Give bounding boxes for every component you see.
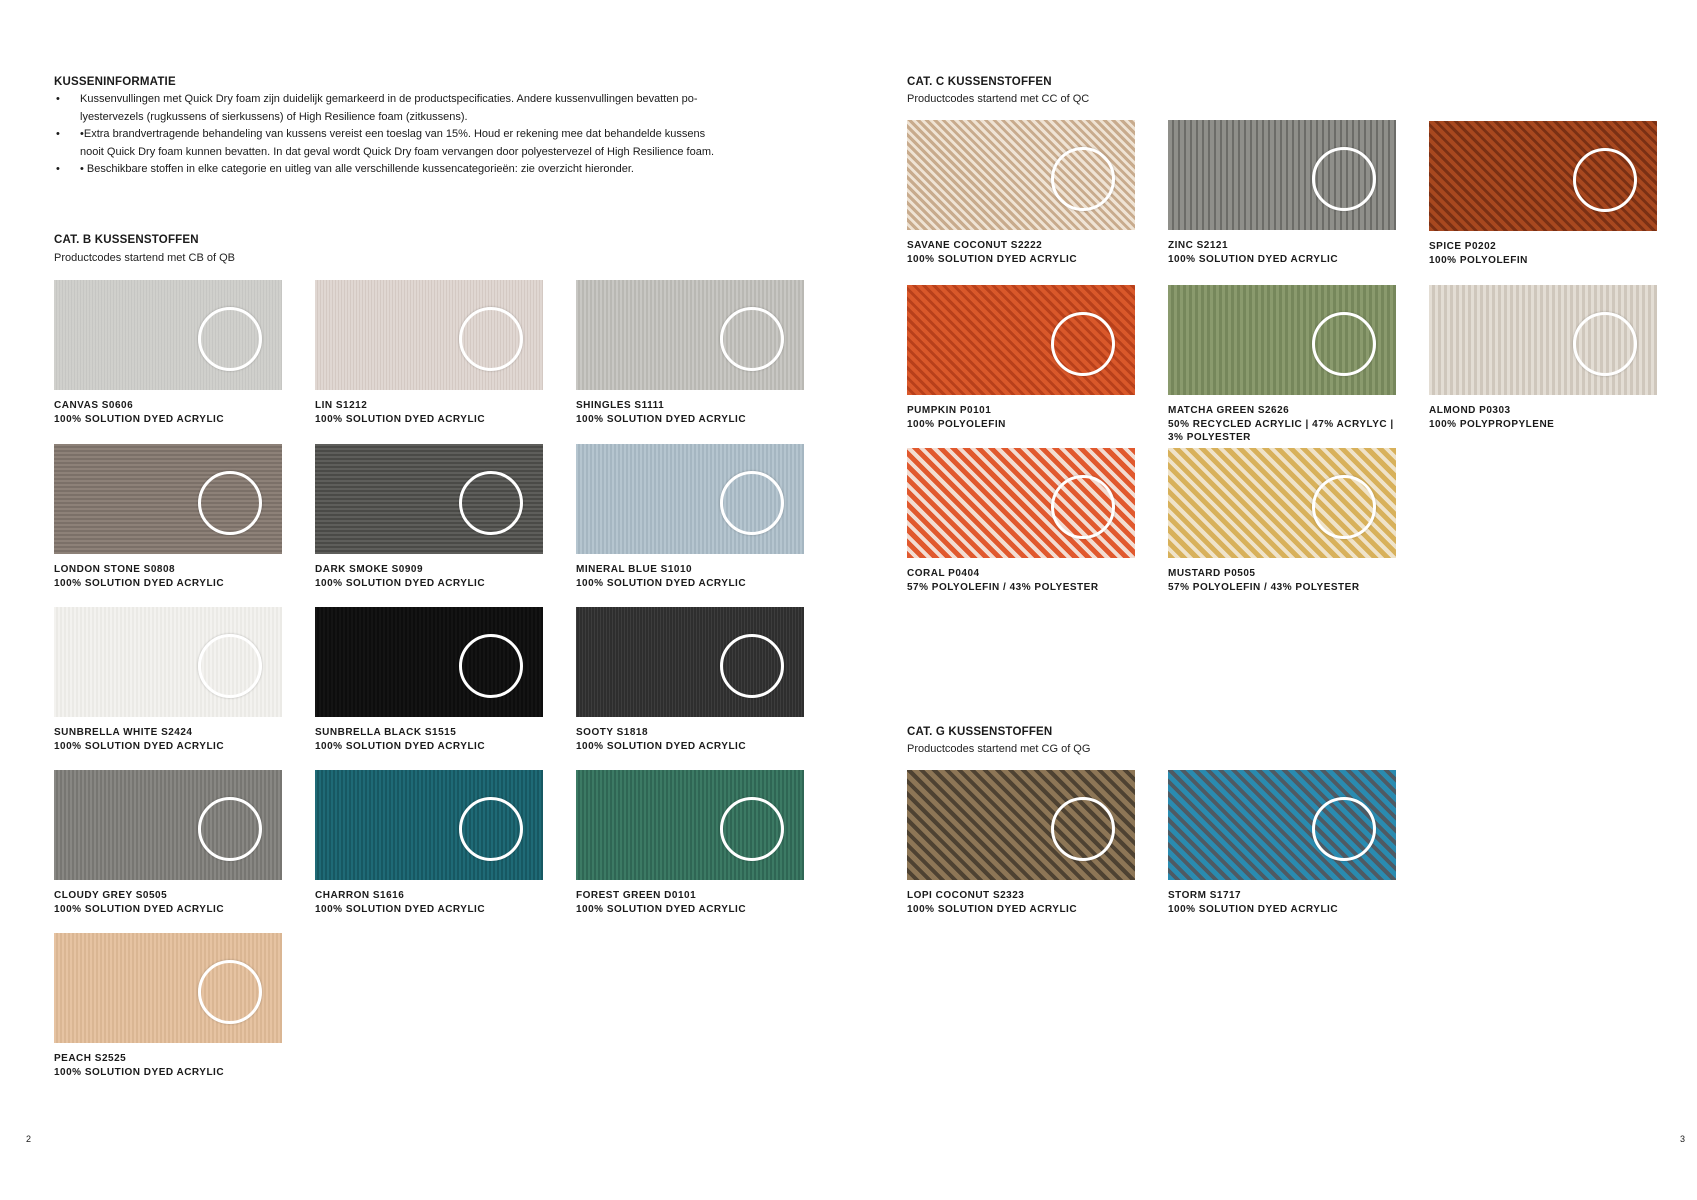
swatch-composition: 50% RECYCLED ACRYLIC | 47% ACRYLYC | 3% POLYESTER — [1168, 418, 1394, 443]
fabric-image — [54, 933, 282, 1043]
swatch-name: FOREST GREEN D0101 — [576, 890, 697, 901]
fabric-image — [54, 770, 282, 880]
detail-circle — [198, 471, 262, 535]
swatch-composition: 100% SOLUTION DYED ACRYLIC — [576, 903, 747, 915]
fabric-image — [576, 607, 804, 717]
info-bullet — [54, 161, 814, 179]
swatch-name: LIN S1212 — [315, 400, 368, 411]
swatch-name: MATCHA GREEN S2626 — [1168, 405, 1290, 416]
detail-circle — [198, 797, 262, 861]
info-bullet — [54, 91, 814, 126]
bullet-mark: • — [56, 163, 60, 175]
detail-circle — [1573, 148, 1637, 212]
swatch-name: ALMOND P0303 — [1429, 405, 1511, 416]
swatch-composition: 100% POLYPROPYLENE — [1429, 418, 1555, 430]
swatch-name: PUMPKIN P0101 — [907, 405, 992, 416]
fabric-image — [907, 285, 1135, 395]
swatch-name: CORAL P0404 — [907, 568, 980, 579]
info-line: • Beschikbare stoffen in elke categorie en uitleg van alle verschillende kussencategorieën: zie overzicht hieronder. — [80, 163, 634, 175]
swatch-name: CANVAS S0606 — [54, 400, 134, 411]
detail-circle — [1051, 797, 1115, 861]
swatch-lin — [315, 280, 543, 426]
swatch-composition: 100% SOLUTION DYED ACRYLIC — [315, 903, 486, 915]
swatch-name: STORM S1717 — [1168, 890, 1242, 901]
info-bullet — [54, 126, 814, 161]
swatch-composition: 57% POLYOLEFIN / 43% POLYESTER — [1168, 581, 1360, 593]
info-line: •Extra brandvertragende behandeling van kussens vereist een toeslag van 15%. Houd er rekening mee dat behandelde kussens — [80, 128, 706, 140]
swatch-sunbrella-black — [315, 607, 543, 753]
swatch-dark-smoke — [315, 444, 543, 590]
fabric-image — [1168, 770, 1396, 880]
swatch-composition: 100% POLYOLEFIN — [907, 418, 1006, 430]
swatch-forest-green — [576, 770, 804, 916]
fabric-image — [54, 444, 282, 554]
detail-circle — [1573, 312, 1637, 376]
cat-c-title: CAT. C KUSSENSTOFFEN — [907, 76, 1052, 88]
info-title: KUSSENINFORMATIE — [54, 76, 176, 88]
swatch-composition: 100% SOLUTION DYED ACRYLIC — [907, 253, 1078, 265]
detail-circle — [1312, 147, 1376, 211]
swatch-matcha-green — [1168, 285, 1396, 445]
swatch-composition: 100% SOLUTION DYED ACRYLIC — [315, 577, 486, 589]
fabric-image — [1168, 448, 1396, 558]
swatch-sunbrella-white — [54, 607, 282, 753]
swatch-name: PEACH S2525 — [54, 1053, 127, 1064]
info-line: lyestervezels (rugkussens of sierkussens) of High Resilience foam (zitkussens). — [80, 110, 468, 123]
detail-circle — [1312, 475, 1376, 539]
detail-circle — [459, 471, 523, 535]
swatch-composition: 100% SOLUTION DYED ACRYLIC — [1168, 903, 1339, 915]
swatch-name: MUSTARD P0505 — [1168, 568, 1256, 579]
detail-circle — [198, 960, 262, 1024]
detail-circle — [1051, 475, 1115, 539]
detail-circle — [459, 797, 523, 861]
swatch-composition: 100% SOLUTION DYED ACRYLIC — [1168, 253, 1339, 265]
swatch-composition: 100% SOLUTION DYED ACRYLIC — [315, 413, 486, 425]
swatch-name: DARK SMOKE S0909 — [315, 564, 424, 575]
detail-circle — [198, 307, 262, 371]
detail-circle — [720, 471, 784, 535]
detail-circle — [1312, 312, 1376, 376]
swatch-name: SAVANE COCONUT S2222 — [907, 240, 1043, 251]
detail-circle — [1312, 797, 1376, 861]
detail-circle — [1051, 312, 1115, 376]
swatch-composition: 100% POLYOLEFIN — [1429, 254, 1528, 266]
fabric-image — [576, 444, 804, 554]
swatch-name: CHARRON S1616 — [315, 890, 405, 901]
swatch-name: MINERAL BLUE S1010 — [576, 564, 693, 575]
info-line: Kussenvullingen met Quick Dry foam zijn duidelijk gemarkeerd in de productspecificaties. Andere kussenvullingen bevatten po- — [80, 93, 698, 105]
bullet-mark: • — [56, 93, 60, 105]
page-number-left: 2 — [26, 1134, 32, 1144]
swatch-composition: 100% SOLUTION DYED ACRYLIC — [576, 740, 747, 752]
swatch-composition: 100% SOLUTION DYED ACRYLIC — [54, 740, 225, 752]
detail-circle — [459, 307, 523, 371]
swatch-name: CLOUDY GREY S0505 — [54, 890, 168, 901]
cat-g-subtitle: Productcodes startend met CG of QG — [907, 743, 1091, 755]
fabric-image — [315, 770, 543, 880]
swatch-mustard — [1168, 448, 1396, 594]
fabric-image — [1168, 285, 1396, 395]
swatch-name: ZINC S2121 — [1168, 240, 1229, 251]
fabric-image — [907, 448, 1135, 558]
swatch-canvas — [54, 280, 282, 426]
swatch-peach — [54, 933, 282, 1079]
swatch-composition: 100% SOLUTION DYED ACRYLIC — [576, 413, 747, 425]
swatch-name: LONDON STONE S0808 — [54, 564, 176, 575]
fabric-image — [1429, 121, 1657, 231]
swatch-zinc — [1168, 120, 1396, 266]
fabric-image — [54, 280, 282, 390]
swatch-name: SPICE P0202 — [1429, 241, 1497, 252]
swatch-name: SHINGLES S1111 — [576, 400, 665, 411]
fabric-image — [54, 607, 282, 717]
swatch-london-stone — [54, 444, 282, 590]
swatch-composition: 100% SOLUTION DYED ACRYLIC — [54, 577, 225, 589]
detail-circle — [720, 797, 784, 861]
bullet-mark: • — [56, 128, 60, 140]
swatch-composition: 100% SOLUTION DYED ACRYLIC — [54, 413, 225, 425]
detail-circle — [720, 307, 784, 371]
swatch-lopi-coconut — [907, 770, 1135, 916]
swatch-composition: 100% SOLUTION DYED ACRYLIC — [54, 1066, 225, 1078]
swatch-charron — [315, 770, 543, 916]
info-bullet-list — [54, 91, 814, 179]
detail-circle — [459, 634, 523, 698]
swatch-pumpkin — [907, 285, 1135, 431]
swatch-cloudy-grey — [54, 770, 282, 916]
swatch-mineral-blue — [576, 444, 804, 590]
swatch-name: SOOTY S1818 — [576, 727, 649, 738]
swatch-composition: 100% SOLUTION DYED ACRYLIC — [54, 903, 225, 915]
swatch-name: LOPI COCONUT S2323 — [907, 890, 1025, 901]
fabric-image — [907, 770, 1135, 880]
swatch-composition: 100% SOLUTION DYED ACRYLIC — [907, 903, 1078, 915]
detail-circle — [720, 634, 784, 698]
swatch-composition: 100% SOLUTION DYED ACRYLIC — [576, 577, 747, 589]
fabric-image — [576, 770, 804, 880]
cat-c-subtitle: Productcodes startend met CC of QC — [907, 93, 1090, 105]
fabric-image — [576, 280, 804, 390]
swatch-almond — [1429, 285, 1657, 431]
swatch-name: SUNBRELLA BLACK S1515 — [315, 727, 457, 738]
detail-circle — [198, 634, 262, 698]
swatch-sooty — [576, 607, 804, 753]
fabric-image — [315, 444, 543, 554]
swatch-spice — [1429, 121, 1657, 267]
fabric-image — [315, 607, 543, 717]
swatch-savane-coconut — [907, 120, 1135, 266]
info-line: nooit Quick Dry foam kunnen bevatten. In dat geval wordt Quick Dry foam vervangen door polyestervezel of High Resilience foam. — [80, 145, 715, 158]
swatch-shingles — [576, 280, 804, 426]
detail-circle — [1051, 147, 1115, 211]
swatch-coral — [907, 448, 1135, 594]
fabric-image — [315, 280, 543, 390]
cat-b-subtitle: Productcodes startend met CB of QB — [54, 252, 235, 264]
fabric-image — [1429, 285, 1657, 395]
page-number-right: 3 — [1680, 1134, 1686, 1144]
swatch-composition: 57% POLYOLEFIN / 43% POLYESTER — [907, 581, 1099, 593]
fabric-image — [907, 120, 1135, 230]
swatch-storm — [1168, 770, 1396, 916]
swatch-composition: 100% SOLUTION DYED ACRYLIC — [315, 740, 486, 752]
swatch-name: SUNBRELLA WHITE S2424 — [54, 727, 193, 738]
fabric-image — [1168, 120, 1396, 230]
cat-b-title: CAT. B KUSSENSTOFFEN — [54, 234, 199, 246]
cat-g-title: CAT. G KUSSENSTOFFEN — [907, 726, 1053, 738]
